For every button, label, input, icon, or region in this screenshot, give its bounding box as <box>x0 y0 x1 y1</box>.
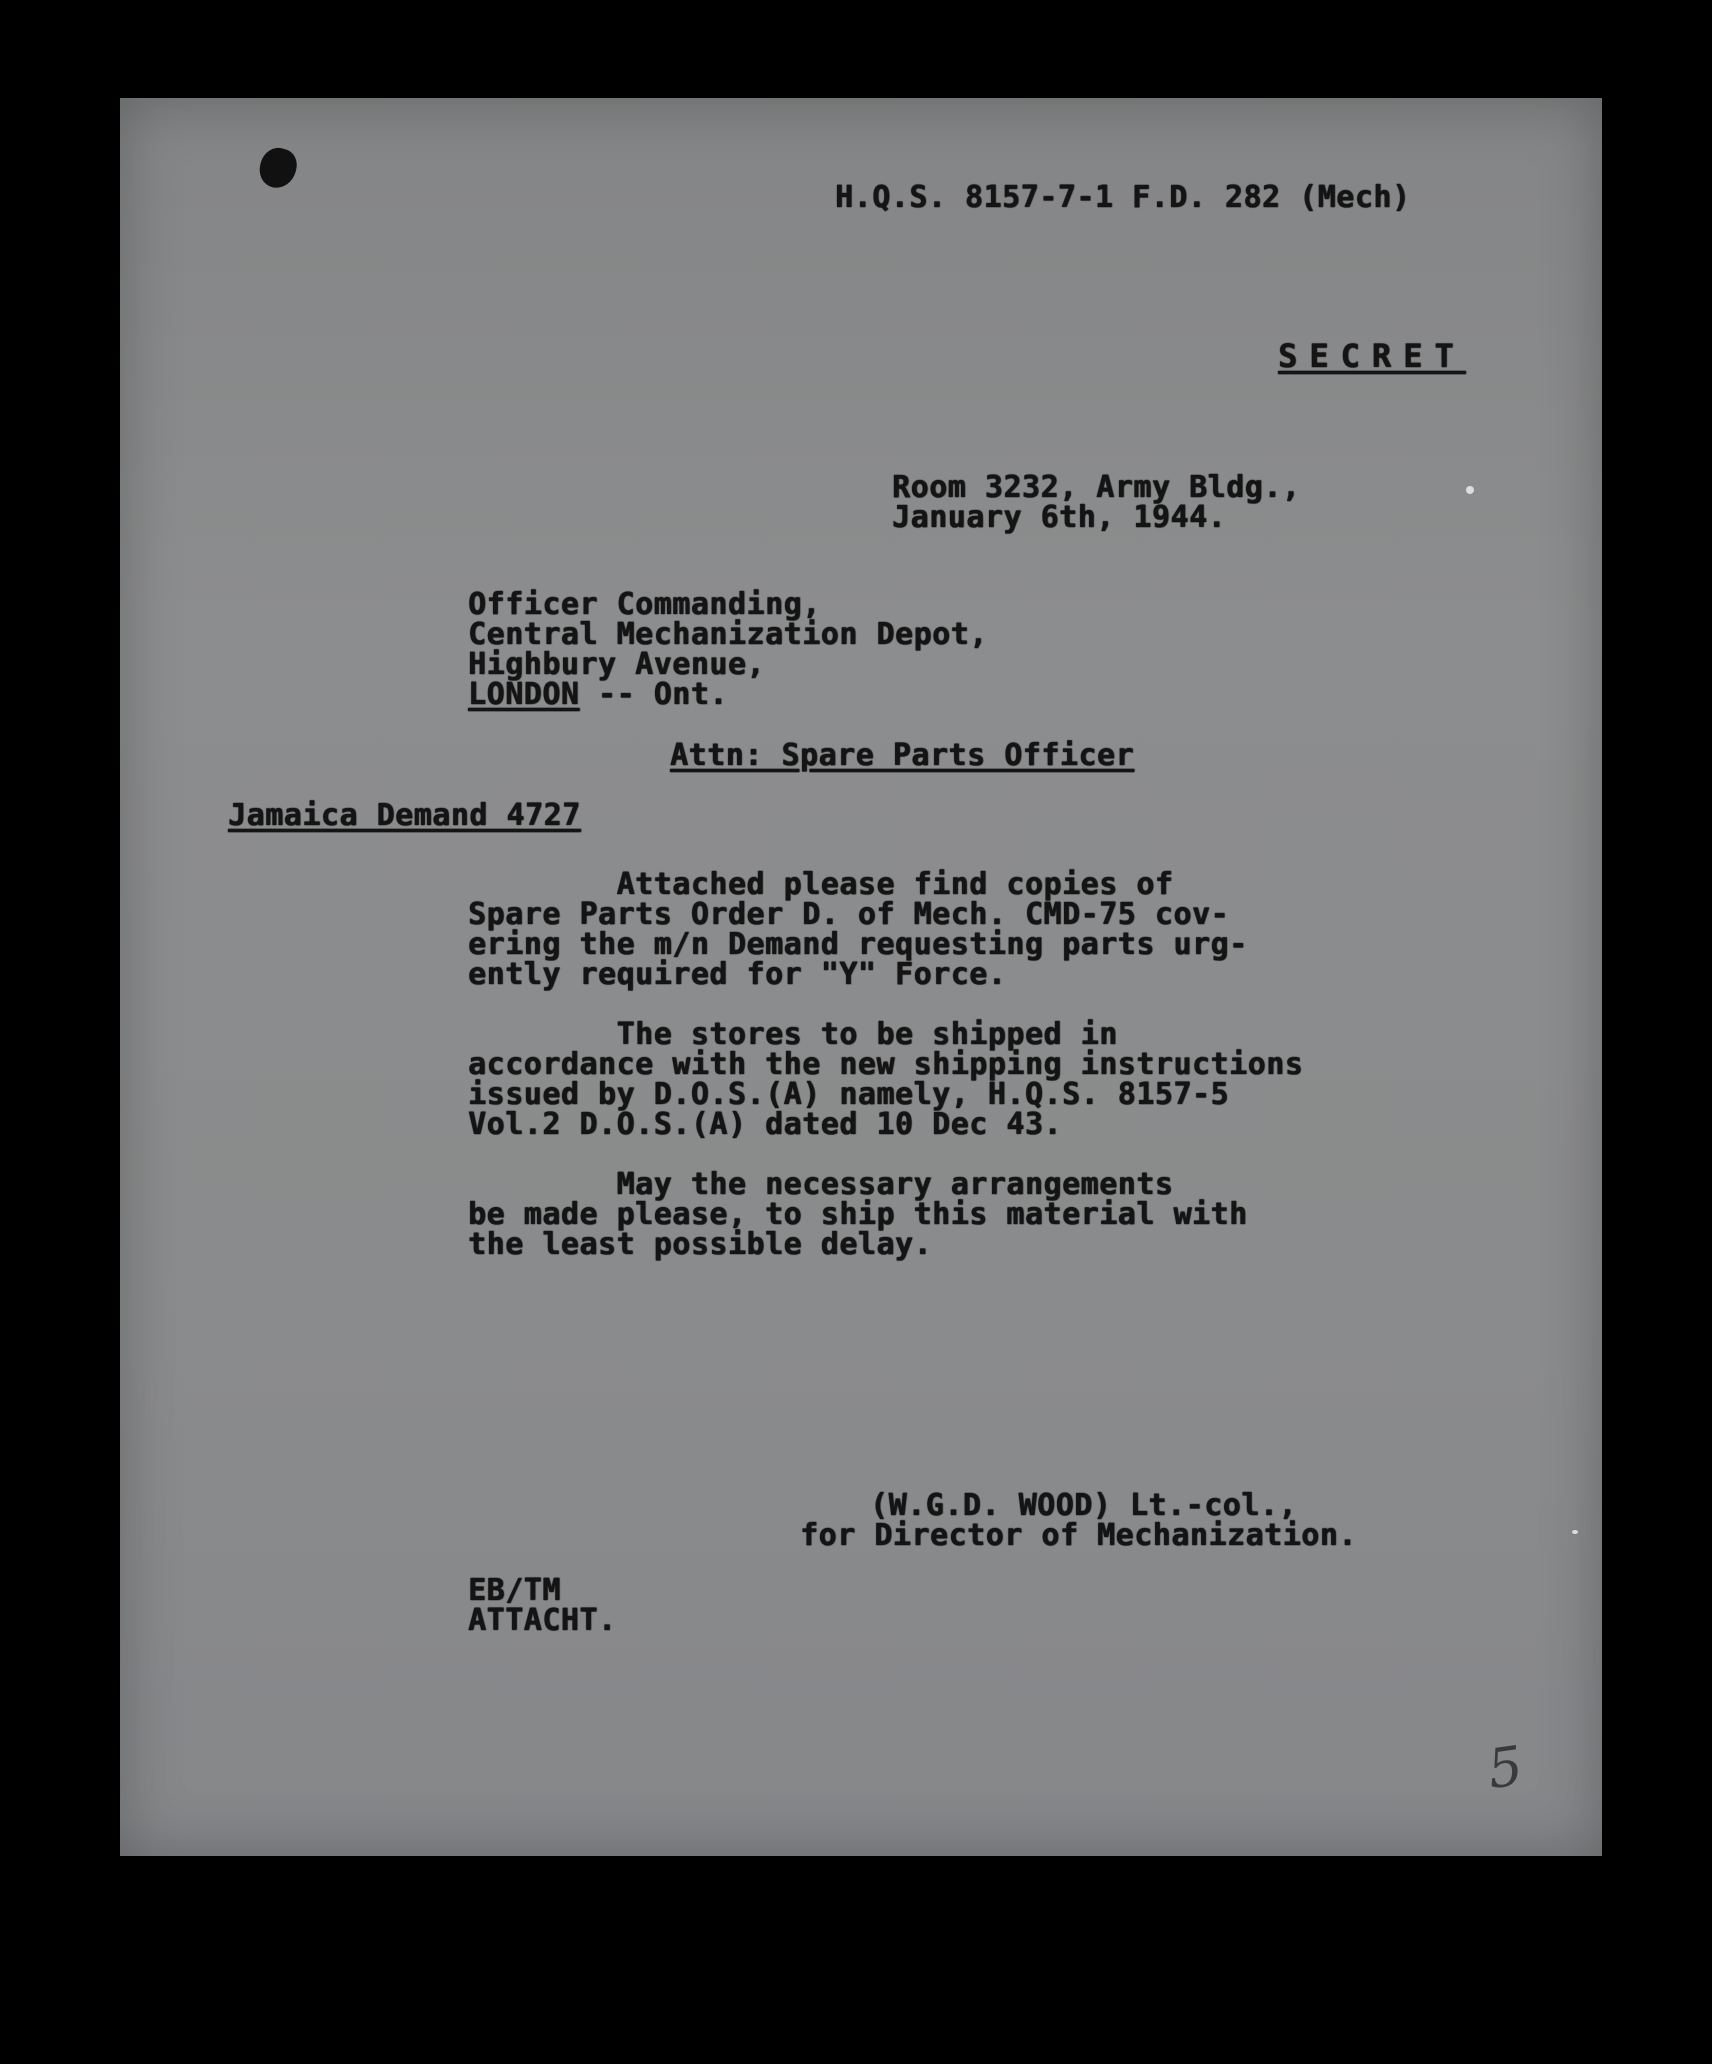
subject-line: Jamaica Demand 4727 <box>228 798 581 833</box>
body-p1-line-4: ently required for "Y" Force. <box>468 957 1007 992</box>
sender-date: January 6th, 1944. <box>892 500 1227 535</box>
body-p3-line-3: the least possible delay. <box>468 1227 933 1262</box>
body-p3-line-1: May the necessary arrangements <box>468 1167 1174 1202</box>
sender-address-line-1: Room 3232, Army Bldg., <box>892 470 1301 505</box>
recipient-province: -- Ont. <box>579 677 728 712</box>
body-p2-line-1: The stores to be shipped in <box>468 1017 1118 1052</box>
handwritten-page-number: 5 <box>1483 1733 1527 1802</box>
classification-stamp: SECRET <box>1278 337 1466 375</box>
body-p2-line-2: accordance with the new shipping instructions <box>468 1047 1304 1082</box>
signature-title: for Director of Mechanization. <box>800 1518 1357 1553</box>
attention-line: Attn: Spare Parts Officer <box>670 738 1135 773</box>
recipient-line-4 <box>468 677 728 712</box>
recipient-line-2: Central Mechanization Depot, <box>468 617 988 652</box>
file-reference: H.Q.S. 8157-7-1 F.D. 282 (Mech) <box>835 180 1411 215</box>
body-p2-line-4: Vol.2 D.O.S.(A) dated 10 Dec 43. <box>468 1107 1062 1142</box>
body-p3-line-2: be made please, to ship this material with <box>468 1197 1248 1232</box>
paper-speck <box>1572 1530 1578 1534</box>
body-p1-line-2: Spare Parts Order D. of Mech. CMD-75 cov- <box>468 897 1230 932</box>
body-p1-line-1: Attached please find copies of <box>468 867 1174 902</box>
ink-blot <box>255 144 300 192</box>
enclosure-note: ATTACHT. <box>468 1603 617 1638</box>
signature-name: (W.G.D. WOOD) Lt.-col., <box>870 1488 1297 1523</box>
typist-initials: EB/TM <box>468 1573 561 1608</box>
body-p2-line-3: issued by D.O.S.(A) namely, H.Q.S. 8157-5 <box>468 1077 1230 1112</box>
body-p1-line-3: ering the m/n Demand requesting parts urg- <box>468 927 1248 962</box>
paper-speck <box>1466 486 1474 494</box>
recipient-line-1: Officer Commanding, <box>468 587 821 622</box>
recipient-city: LONDON <box>468 677 580 712</box>
recipient-line-3: Highbury Avenue, <box>468 647 765 682</box>
document-page <box>120 98 1602 1856</box>
